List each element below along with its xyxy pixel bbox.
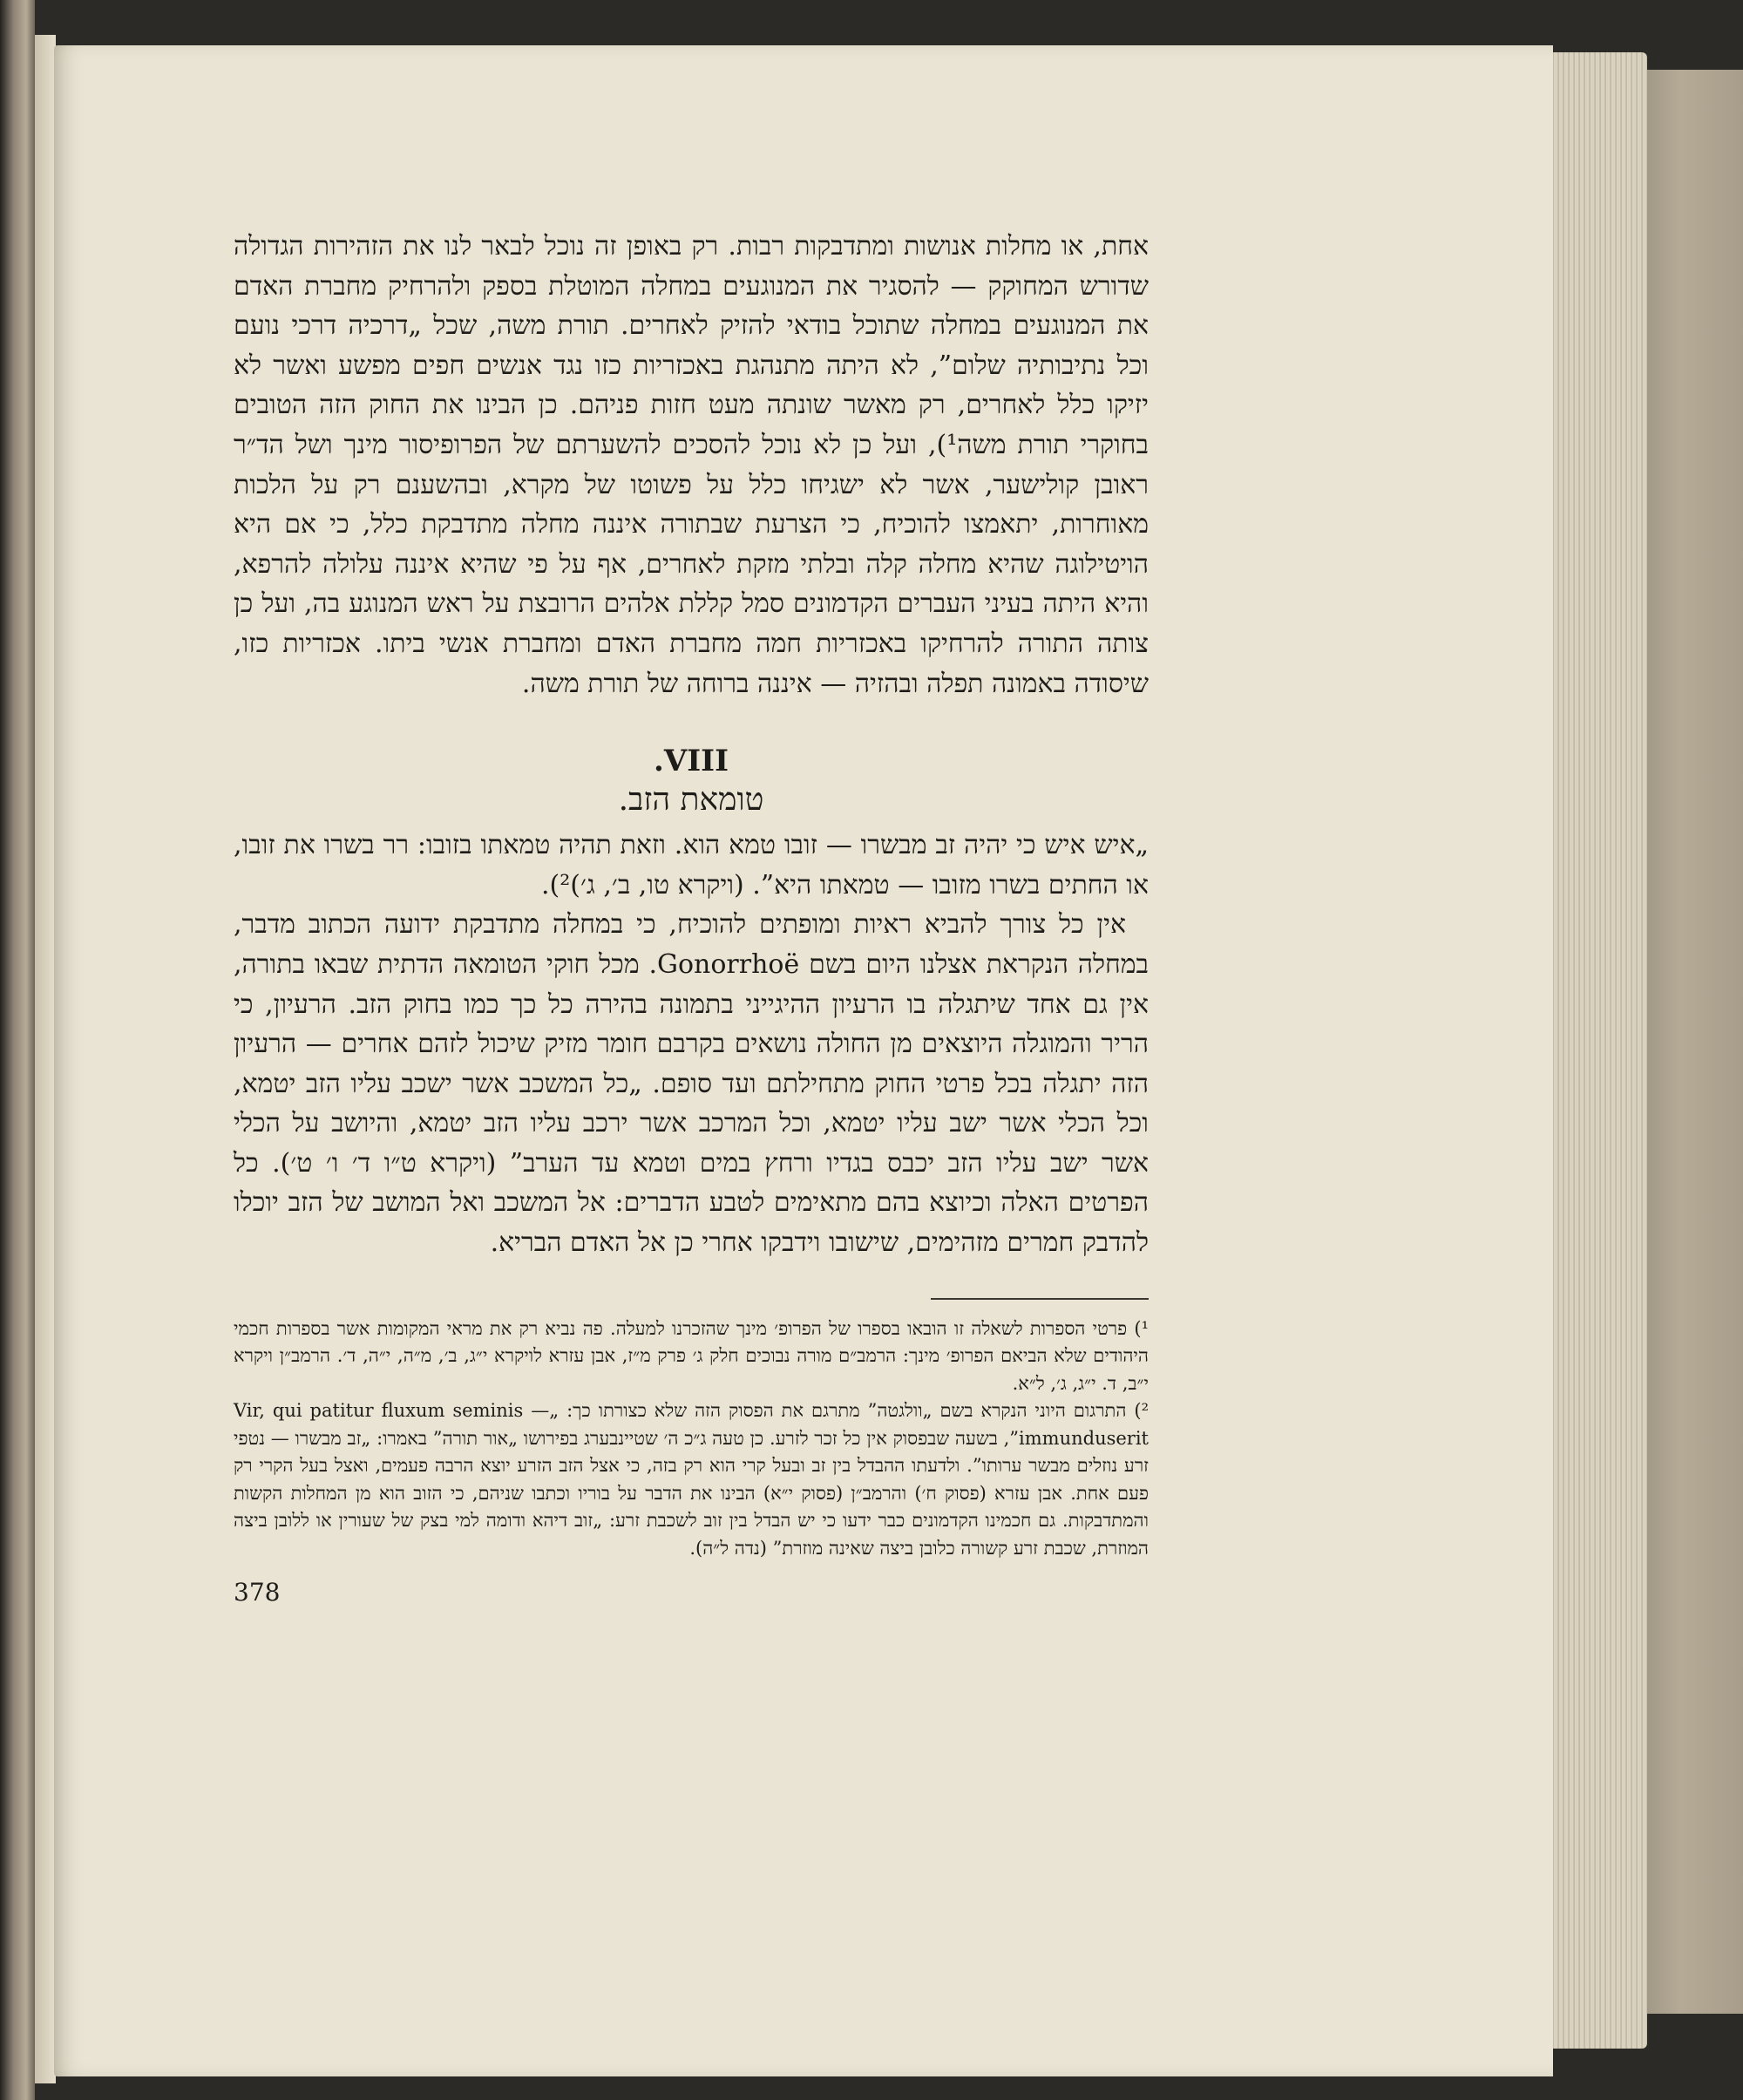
book-cover-left — [0, 0, 35, 2100]
section-title: טומאת הזב. — [618, 782, 764, 819]
commentary-paragraph: אין כל צורך להביא ראיות ומופתים להוכיח, כי במחלה מתדבקת ידועה הכתוב מדבר, במחלה הנקראת אצלנו היום בשם Gonorrhoë. מכל חוקי הטומאה הדתית שבאו בתורה, אין גם אחד שיתגלה בו הרעיון ההיגייני בתמונה בהירה כל כך כמו בחוק הזב. הרעיון, כי הריר והמוגלה היוצאים מן החולה נושאים בקרבם חומר מזיק שיכול לזהם אחרים — הרעיון הזה יתגלה בכל פרטי החוק מתחילתם ועד סופם. „כל המשכב אשר ישכב עליו הזב יטמא, וכל הכלי אשר ישב עליו יטמא, וכל המרכב אשר ירכב עליו הזב יטמא, והיושב על הכלי אשר ישב עליו הזב יכבס בגדיו ורחץ במים וטמא עד הערב” (ויקרא ט״ו ד׳ ו׳ ט׳). כל הפרטים האלה וכיוצא בהם מתאימים לטבע הדברים: אל המשכב ואל המושב של הזב יוכלו להדבק חמרים מזהימים, שישובו וידבקו אחרי כן אל האדם הבריא. — [234, 909, 1149, 1259]
footnotes — [234, 1315, 1149, 1563]
section-number: VIII. — [654, 744, 729, 779]
page-number: 378 — [234, 1578, 281, 1607]
footnote-2: ²) התרגום היוני הנקרא בשם „וולגטה” מתרגם את הפסוק הזה שלא כצורתו כך: „Vir, qui patitur fluxum seminis — immunduserit”, בשעה שבפסוק אין כל זכר לזרע. כן טעה ג״כ ה׳ שטיינבערג בפירושו „אור תורה” באמרו: „זב מבשרו — נטפי זרע נוזלים מבשר ערותו”. ולדעתו ההבדל בין זב ובעל קרי הוא רק בזה, כי אצל הזב הזרע יוצא הרבה פעמים, ואצל בעל הקרי רק פעם אחת. אבן עזרא (פסוק ח׳) והרמב״ן (פסוק י״א) הבינו את הדבר על בוריו וכתבו שניהם, כי הזוב הוא מן המחלות הקשות והמתדבקות. גם חכמינו הקדמונים כבר ידעו כי יש הבדל בין זוב לשכבת זרע: „זוב דיהא ודומה למי בצק של שעורין או ללובן ביצה המוזרת, שכבת זרע קשורה כלובן ביצה שאינה מוזרת” (נדה ל״ה). — [234, 1400, 1150, 1559]
book-cover-right — [1638, 70, 1743, 2014]
footnote-divider — [931, 1298, 1149, 1300]
footnote-1: ¹) פרטי הספרות לשאלה זו הובאו בספרו של הפרופ׳ מינך שהזכרנו למעלה. פה נביא רק את מראי המקומות אשר בספרות חכמי היהודים שלא הביאם הפרופ׳ מינך: הרמב״ם מורה נבוכים חלק ג׳ פרק מ״ז, אבן עזרא לויקרא י״ג, ב׳, מ״ה, י״ה, ד׳. הרמב״ן ויקרא י״ב, ד. י״ג, ג׳, ל״א. — [234, 1317, 1149, 1394]
section-text — [234, 826, 1149, 1263]
facing-page-edge — [35, 35, 56, 2083]
intro-text — [234, 227, 1149, 703]
intro-paragraph: אחת, או מחלות אנושות ומתדבקות רבות. רק באופן זה נוכל לבאר לנו את הזהירות הגדולה שדורש המחוקק — להסגיר את המנוגעים במחלה המוטלת בספק ולהרחיק מחברת האדם את המנוגעים במחלה שתוכל בודאי להזיק לאחרים. תורת משה, שכל „דרכיה דרכי נועם וכל נתיבותיה שלום”, לא היתה מתנהגת באכזריות כזו נגד אנשים חפים מפשע ואשר לא יזיקו כלל לאחרים, רק מאשר שונתה מעט חזות פניהם. כן הבינו את החוק הזה הטובים בחוקרי תורת משה¹), ועל כן לא נוכל להסכים להשערתם של הפרופיסור מינך ושל הד״ר ראובן קולישער, אשר לא ישגיחו כלל על פשוטו של מקרא, ובהשענם רק על הלכות מאוחרות, יתאמצו להוכיח, כי הצרעת שבתורה איננה מחלה מתדבקת כלל, כי אם היא הויטילוגה שהיא מחלה קלה ובלתי מזקת לאחרים, אף על פי שהיא איננה עלולה להרפא, והיא היתה בעיני העברים הקדמונים סמל קללת אלהים הרובצת על ראש המנוגע בה, ועל כן צותה התורה להרחיקו באכזריות חמה מחברת האדם ומחברת אנשי ביתו. אכזריות כזו, שיסודה באמונה תפלה ובהזיה — איננה ברוחה של תורת משה. — [234, 231, 1149, 699]
verse-paragraph: „איש איש כי יהיה זב מבשרו — זובו טמא הוא. וזאת תהיה טמאתו בזובו: רר בשרו את זובו, או החתים בשרו מזובו — טמאתו היא”. (ויקרא טו, ב׳, ג׳)²). — [234, 830, 1149, 900]
page-text-block — [234, 227, 1149, 1607]
